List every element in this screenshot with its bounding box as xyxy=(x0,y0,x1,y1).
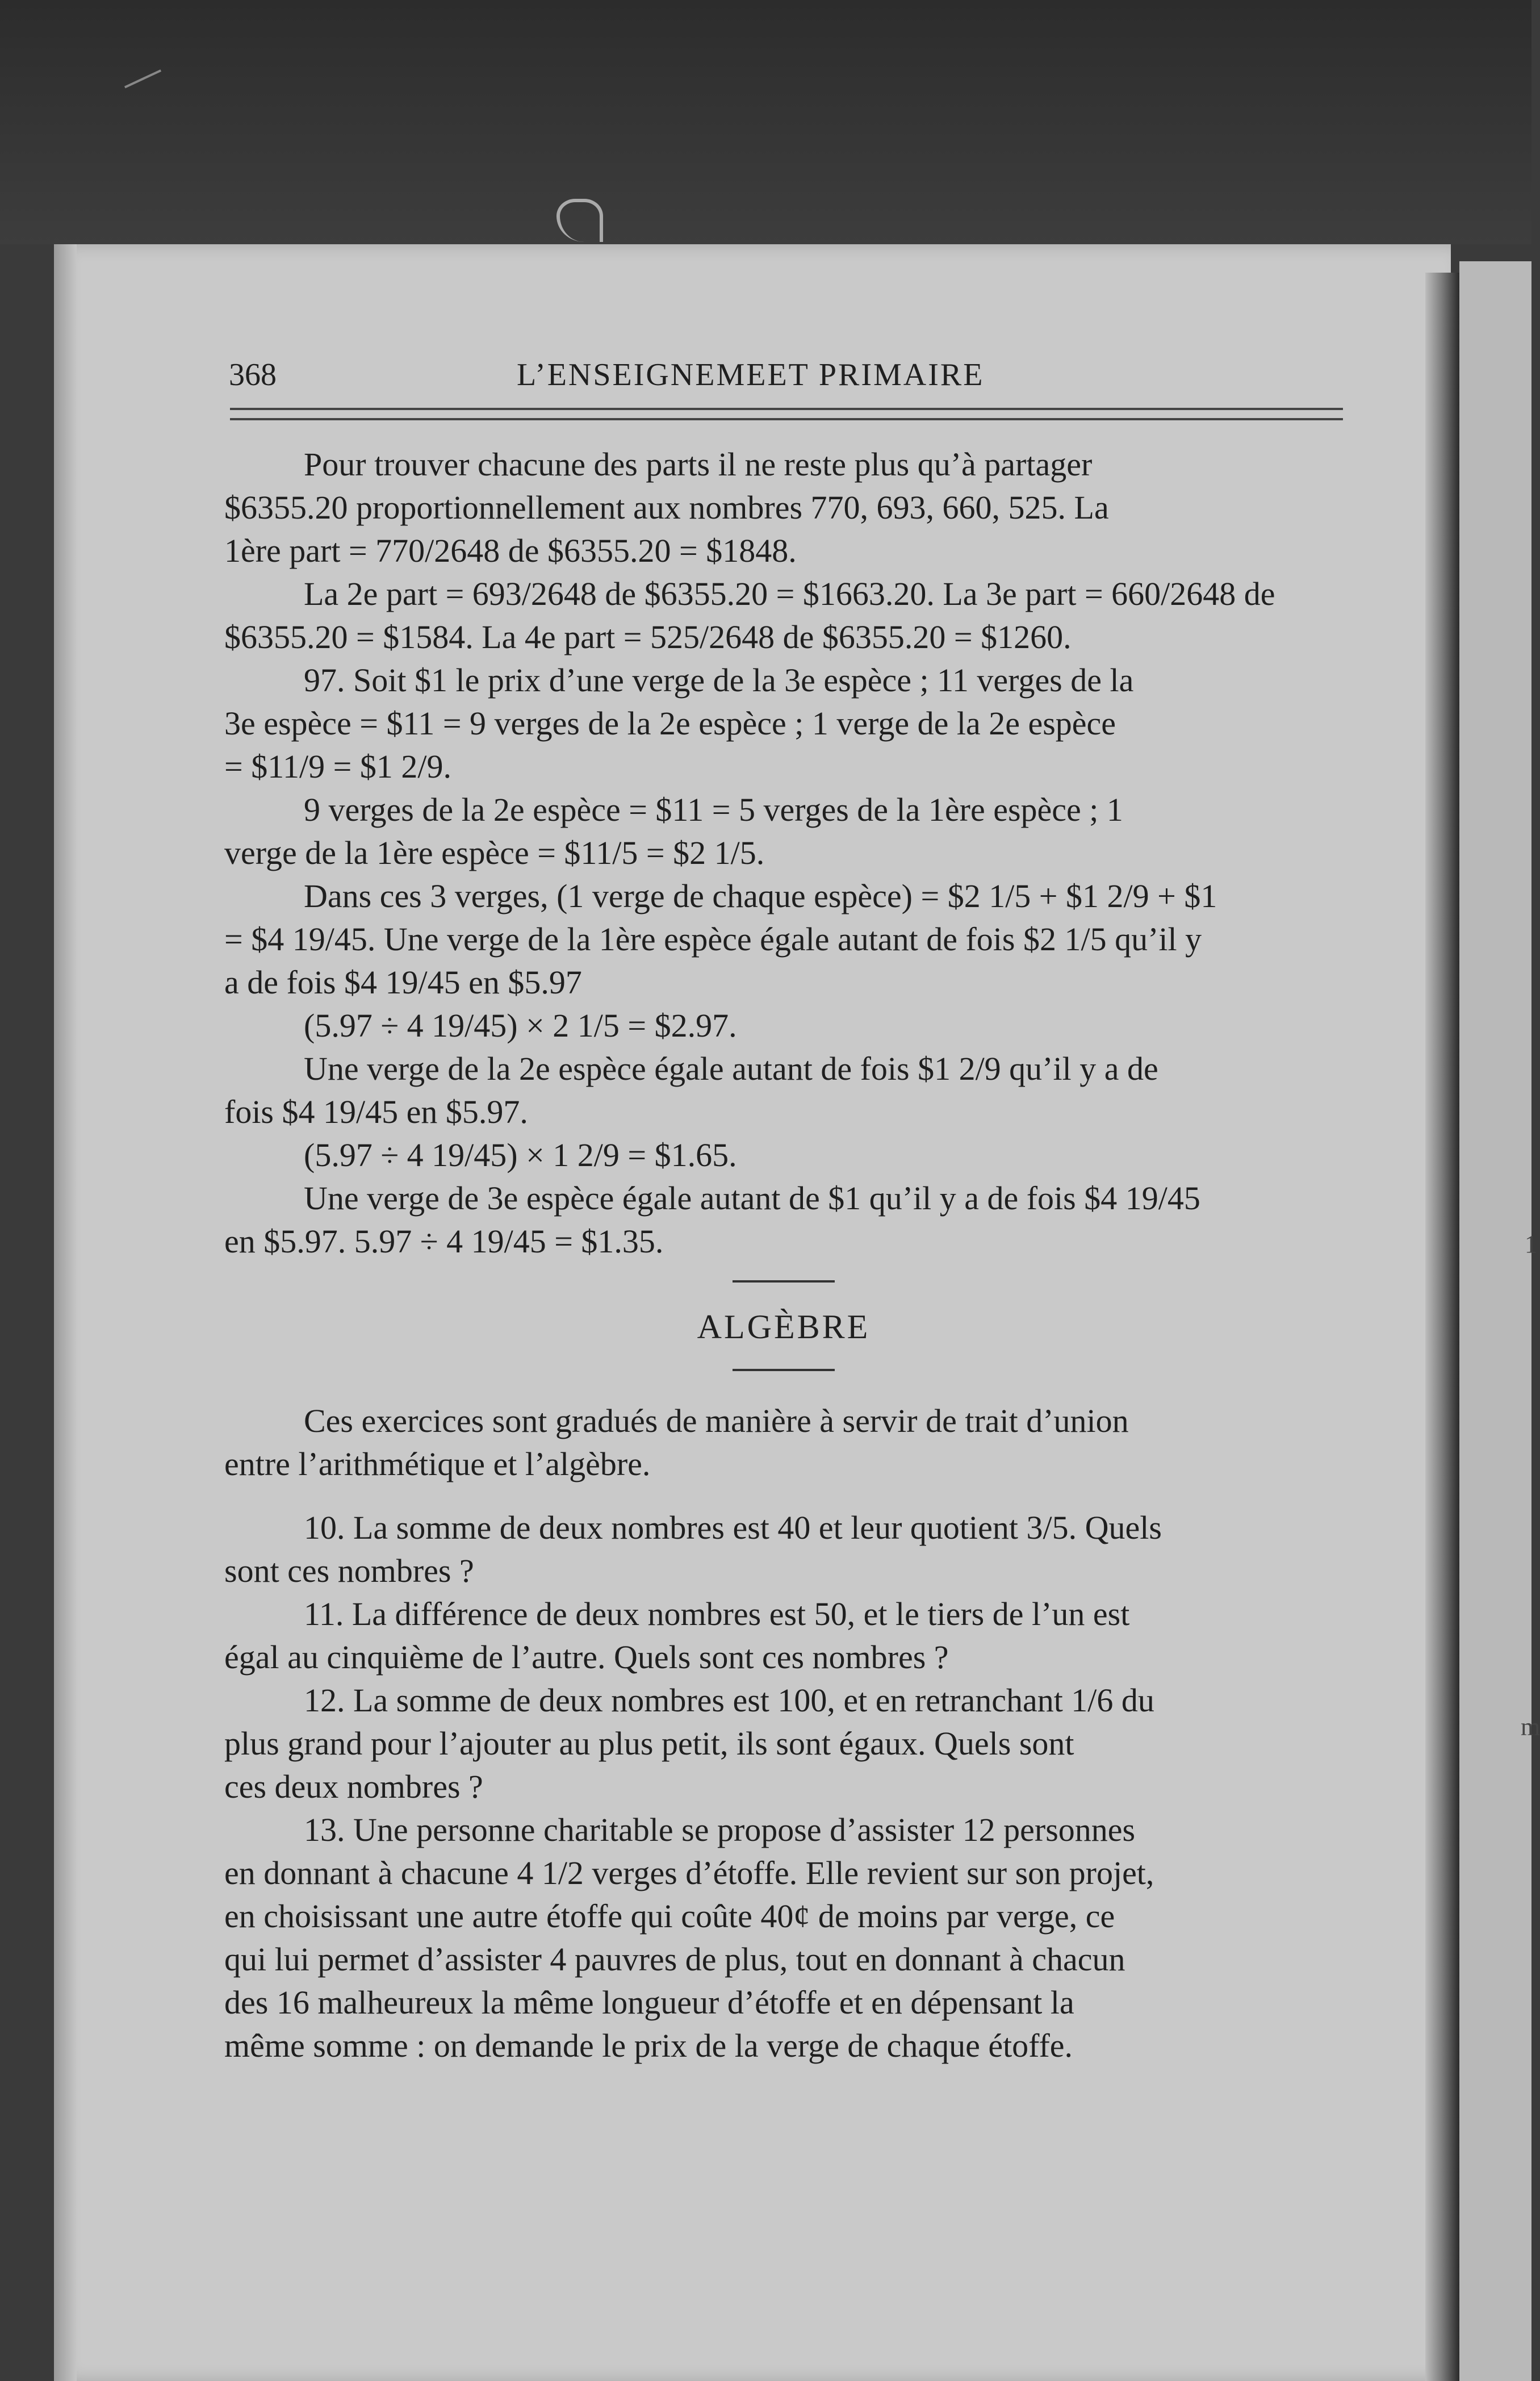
facing-page xyxy=(1459,261,1540,2381)
text-line: même somme : on demande le prix de la verge de chaque étoffe. xyxy=(224,2027,1073,2064)
text-line: = $11/9 = $1 2/9. xyxy=(224,748,451,785)
text-line: Ces exercices sont gradués de manière à servir de trait d’union xyxy=(304,1402,1129,1439)
text-line: plus grand pour l’ajouter au plus petit, ils sont égaux. Quels sont xyxy=(224,1725,1074,1762)
text-line: 1ère part = 770/2648 de $6355.20 = $1848. xyxy=(224,532,797,569)
section-rule-bottom xyxy=(733,1369,835,1371)
text-line: verge de la 1ère espèce = $11/5 = $2 1/5. xyxy=(224,834,765,871)
page-number: 368 xyxy=(229,357,277,392)
text-line: 9 verges de la 2e espèce = $11 = 5 verges de la 1ère espèce ; 1 xyxy=(304,791,1123,828)
text-line: 10. La somme de deux nombres est 40 et leur quotient 3/5. Quels xyxy=(304,1509,1162,1546)
running-head xyxy=(224,341,1343,392)
text-line: Une verge de 3e espèce égale autant de $1 qu’il y a de fois $4 19/45 xyxy=(304,1180,1200,1217)
facing-page-mark: m xyxy=(1521,1713,1540,1741)
algebra-exercises xyxy=(224,1400,1343,2067)
text-line: 97. Soit $1 le prix d’une verge de la 3e espèce ; 11 verges de la xyxy=(304,662,1134,699)
scan-backdrop xyxy=(0,0,1531,244)
text-line: en $5.97. 5.97 ÷ 4 19/45 = $1.35. xyxy=(224,1223,664,1260)
text-line: 12. La somme de deux nombres est 100, et en retranchant 1/6 du xyxy=(304,1682,1154,1719)
page-edge xyxy=(54,244,77,2381)
text-line: qui lui permet d’assister 4 pauvres de plus, tout en donnant à chacun xyxy=(224,1941,1125,1978)
text-line: $6355.20 proportionnellement aux nombres 770, 693, 660, 525. La xyxy=(224,489,1109,526)
text-line: Une verge de la 2e espèce égale autant de fois $1 2/9 qu’il y a de xyxy=(304,1050,1158,1087)
facing-page-mark: 1 xyxy=(1525,1230,1537,1258)
section-rule-top xyxy=(733,1280,835,1283)
book-binding xyxy=(1425,273,1459,2381)
text-line: sont ces nombres ? xyxy=(224,1552,474,1589)
text-line: 13. Une personne charitable se propose d’assister 12 personnes xyxy=(304,1811,1136,1848)
text-line: = $4 19/45. Une verge de la 1ère espèce égale autant de fois $2 1/5 qu’il y xyxy=(224,921,1202,958)
text-line: ces deux nombres ? xyxy=(224,1768,483,1805)
text-line: a de fois $4 19/45 en $5.97 xyxy=(224,964,582,1001)
text-line: (5.97 ÷ 4 19/45) × 2 1/5 = $2.97. xyxy=(304,1007,737,1044)
text-line: 3e espèce = $11 = 9 verges de la 2e espèce ; 1 verge de la 2e espèce xyxy=(224,705,1116,742)
section-title: ALGÈBRE xyxy=(697,1308,871,1346)
text-line: Dans ces 3 verges, (1 verge de chaque espèce) = $2 1/5 + $1 2/9 + $1 xyxy=(304,878,1217,914)
text-line: Pour trouver chacune des parts il ne reste plus qu’à partager xyxy=(304,446,1093,483)
text-line: La 2e part = 693/2648 de $6355.20 = $1663.20. La 3e part = 660/2648 de xyxy=(304,575,1275,612)
text-line: en donnant à chacune 4 1/2 verges d’étoffe. Elle revient sur son projet, xyxy=(224,1854,1154,1891)
text-line: égal au cinquième de l’autre. Quels sont ces nombres ? xyxy=(224,1639,949,1676)
text-line: entre l’arithmétique et l’algèbre. xyxy=(224,1446,651,1482)
text-line: fois $4 19/45 en $5.97. xyxy=(224,1093,528,1130)
text-line: en choisissant une autre étoffe qui coûte 40¢ de moins par verge, ce xyxy=(224,1898,1115,1935)
text-line: (5.97 ÷ 4 19/45) × 1 2/9 = $1.65. xyxy=(304,1137,737,1173)
header-rule xyxy=(230,408,1343,420)
text-line xyxy=(224,1486,1343,1506)
arithmetic-solutions xyxy=(224,443,1343,1263)
text-line: des 16 malheureux la même longueur d’étoffe et en dépensant la xyxy=(224,1984,1074,2021)
text-line: $6355.20 = $1584. La 4e part = 525/2648 de $6355.20 = $1260. xyxy=(224,619,1072,655)
page-content xyxy=(224,341,1343,2067)
text-line: 11. La différence de deux nombres est 50, et le tiers de l’un est xyxy=(304,1595,1130,1632)
running-title: L’ENSEIGNEMEET PRIMAIRE xyxy=(517,357,985,392)
